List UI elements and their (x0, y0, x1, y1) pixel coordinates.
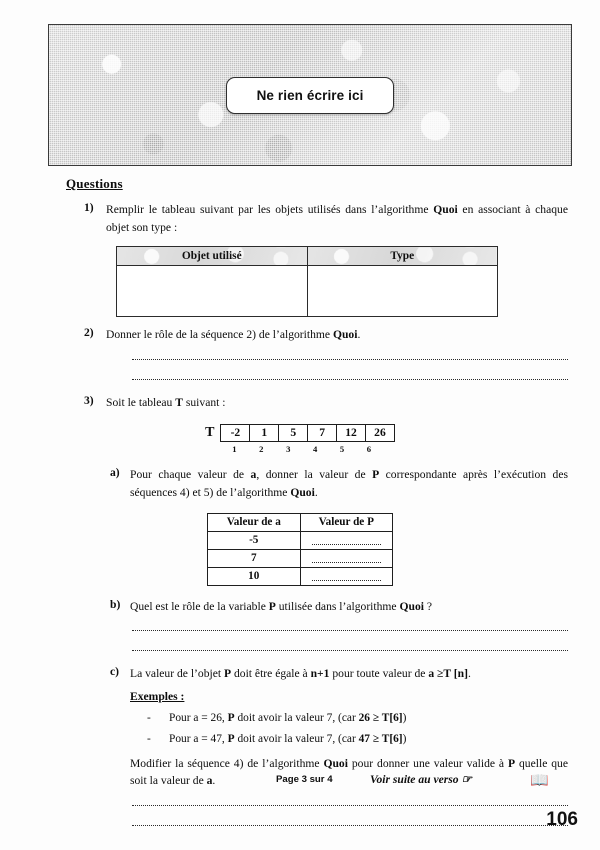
question-3b-number: b) (110, 597, 121, 611)
q3a-text-before: Pour chaque valeur de (130, 468, 251, 482)
question-1-text-after: en associant à chaque objet son type : (106, 203, 568, 234)
table-row (208, 531, 393, 549)
ex1-text-after: ) (402, 711, 407, 724)
do-not-write-notice: Ne rien écrire ici (226, 77, 395, 114)
example-bullet-1-text (169, 712, 406, 724)
question-1-number: 1) (84, 201, 94, 214)
array-t-cells (220, 424, 395, 454)
valeur-p-answer-cell[interactable] (300, 549, 393, 567)
table-row (117, 266, 498, 317)
table-row (208, 567, 393, 585)
q3c-text-mid2: pour toute valeur de (329, 667, 429, 681)
array-t-label: T (205, 425, 215, 441)
q3c-text-mid1: doit être égale à (231, 667, 311, 681)
footer-page-label: Page 3 sur 4 (276, 773, 333, 785)
question-3a (0, 466, 600, 501)
column-header-valeur-p: Valeur de P (300, 513, 393, 531)
array-t-values-row (220, 424, 395, 442)
ex1-condition: 26 ≥ T[6] (358, 711, 403, 724)
array-t-cell: 12 (336, 424, 366, 442)
question-1-text-before: Remplir le tableau suivant par les objets utilisés dans l’algorithme (106, 203, 434, 216)
example-bullet-2 (0, 733, 600, 745)
question-3c (0, 665, 600, 683)
array-t-index: 4 (312, 444, 318, 455)
question-3-keyword: T (175, 395, 183, 409)
array-t-cell: -2 (220, 424, 250, 442)
modify-var-p: P (508, 756, 516, 770)
modify-keyword: Quoi (323, 756, 348, 770)
question-3-text (106, 394, 568, 412)
answer-line-q2-1[interactable] (132, 358, 568, 360)
modify-instruction (0, 755, 600, 790)
modify-text-before: Modifier la séquence 4) de l’algorithme (130, 756, 324, 770)
question-2-text-after: . (357, 328, 361, 342)
q3c-condition: a ≥T [n] (428, 667, 468, 681)
q3a-keyword: Quoi (290, 486, 315, 500)
question-3b-text (130, 598, 568, 616)
modify-var-a: a (206, 774, 213, 788)
answer-dots (312, 579, 382, 581)
question-2-number: 2) (84, 326, 94, 340)
question-3c-text (130, 665, 568, 683)
answer-line-q2-2[interactable] (132, 378, 568, 380)
answer-line-q3b-1[interactable] (132, 629, 568, 631)
modify-text-mid: pour donner une valeur valide à (347, 756, 508, 770)
array-t-cell: 7 (307, 424, 337, 442)
ex2-text-after: ) (402, 732, 407, 745)
question-1-text (106, 201, 568, 236)
q3a-text-after: . (314, 486, 318, 500)
question-3-text-after: suivant : (182, 395, 226, 409)
valeur-p-answer-cell[interactable] (300, 567, 393, 585)
example-bullet-1 (0, 712, 600, 724)
q3a-text-mid1: , donner la valeur de (256, 468, 373, 482)
question-3-number: 3) (84, 393, 94, 407)
q3c-var-p: P (224, 667, 232, 681)
ex2-text-mid: doit avoir la valeur 7, (car (234, 732, 359, 745)
q3b-text-before: Quel est le rôle de la variable (130, 599, 269, 613)
array-t-index: 6 (366, 444, 372, 455)
question-1 (0, 201, 600, 236)
ex1-var-p: P (227, 711, 235, 724)
q3b-keyword: Quoi (399, 599, 424, 613)
array-t-figure (0, 424, 600, 454)
q3b-var-p: P (268, 599, 276, 613)
question-2 (0, 326, 600, 344)
ex1-text-before: Pour a = 26, (169, 711, 228, 724)
array-t-index: 5 (339, 444, 345, 455)
table-row (208, 549, 393, 567)
examples-label: Exemples : (130, 689, 185, 703)
valeur-a-cell: -5 (208, 531, 301, 549)
answer-line-q3c-2[interactable] (132, 824, 568, 826)
answer-line-q3b-2[interactable] (132, 649, 568, 651)
modify-text-after: quelle que soit la valeur de (130, 756, 568, 788)
q3a-var-a: a (250, 468, 257, 482)
example-bullet-2-text (169, 733, 406, 745)
question-3a-text (130, 466, 568, 501)
question-3b (0, 598, 600, 616)
answer-line-q3c-1[interactable] (132, 804, 568, 806)
valeur-a-cell: 10 (208, 567, 301, 585)
type-answer-cell[interactable] (307, 266, 498, 317)
page-number: 106 (546, 809, 578, 830)
valeur-p-answer-cell[interactable] (300, 531, 393, 549)
valeur-a-p-table (207, 513, 393, 586)
question-3c-number: c) (110, 665, 120, 679)
question-3a-number: a) (110, 466, 120, 480)
array-t-index: 1 (232, 444, 237, 455)
ex2-condition: 47 ≥ T[6] (358, 732, 403, 745)
question-2-keyword: Quoi (332, 328, 358, 342)
bullet-dash: - (147, 711, 151, 724)
objet-type-table (116, 246, 498, 317)
do-not-write-banner (48, 24, 572, 166)
array-t-cell: 5 (278, 424, 308, 442)
answer-dots (312, 543, 382, 545)
q3c-expr-n1: n+1 (310, 667, 330, 681)
table-header-row (208, 513, 393, 531)
questions-content (0, 176, 600, 826)
question-1-keyword: Quoi (433, 203, 458, 216)
array-t-cell: 26 (365, 424, 395, 442)
column-header-objet: Objet utilisé (117, 247, 308, 266)
q3a-var-p: P (372, 468, 380, 482)
array-t-indices-row (220, 442, 395, 454)
answer-dots (312, 561, 382, 563)
ex1-text-mid: doit avoir la valeur 7, (car (234, 711, 359, 724)
valeur-a-cell: 7 (208, 549, 301, 567)
question-3 (0, 394, 600, 412)
modify-text-end: . (212, 774, 216, 788)
column-header-type: Type (307, 247, 498, 266)
table-header-row (117, 247, 498, 266)
ex2-var-p: P (227, 732, 235, 745)
footer-verso-note: Voir suite au verso ☞ (370, 773, 472, 786)
bullet-dash: - (147, 732, 151, 745)
ex2-text-before: Pour a = 47, (169, 732, 228, 745)
q3b-text-mid: utilisée dans l’algorithme (275, 599, 400, 613)
objet-answer-cell[interactable] (117, 266, 308, 317)
array-t-index: 2 (259, 444, 264, 455)
question-3-text-before: Soit le tableau (106, 395, 176, 409)
q3c-text-before: La valeur de l’objet (130, 667, 224, 681)
array-t-cell: 1 (249, 424, 279, 442)
open-book-icon: 📖 (530, 773, 549, 789)
page-title: Questions (66, 176, 123, 191)
question-2-text (106, 326, 568, 344)
question-2-text-before: Donner le rôle de la séquence 2) de l’algorithme (106, 328, 333, 342)
q3b-text-after: ? (423, 599, 433, 613)
array-t-index: 3 (286, 444, 291, 455)
q3a-text-mid2: correspondante après l’exécution des séquences 4) et 5) de l’algorithme (130, 468, 568, 500)
q3c-text-after: . (467, 667, 471, 681)
column-header-valeur-a: Valeur de a (208, 513, 301, 531)
